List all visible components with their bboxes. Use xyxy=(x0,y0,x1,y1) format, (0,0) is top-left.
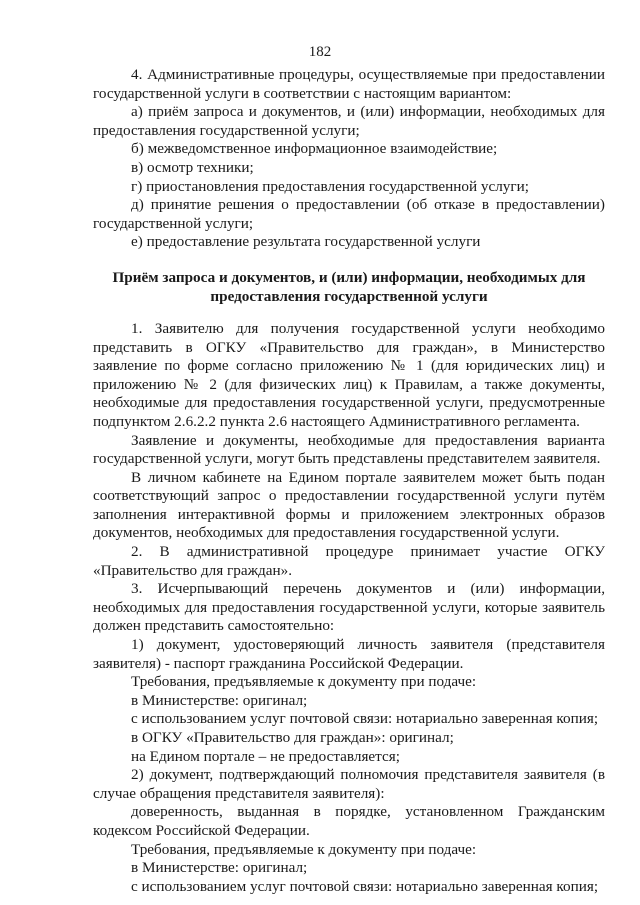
body-paragraph: Требования, предъявляемые к документу при подаче: xyxy=(131,673,477,691)
list-item: а) приём запроса и документов, и (или) информации, необходимых для предоставления государственной услуги; xyxy=(93,103,605,139)
body-paragraph: в Министерстве: оригинал; xyxy=(131,691,308,709)
page-number: 182 xyxy=(308,44,332,60)
body-paragraph: Требования, предъявляемые к документу при подаче: xyxy=(131,840,477,858)
body-paragraph: 1. Заявителю для получения государственной услуги необходимо представить в ОГКУ «Правительство для граждан», в Министерство заявление по форме согласно приложению № 1 (для юридических лиц) и приложению № 2 (для физических лиц) к Правилам, а также документы, необходимые для предоставления государственной услуги, предусмотренные подпунктом 2.6.2.2 пункта 2.6 настоящего Административного регламента. xyxy=(93,319,605,430)
body-paragraph: в Министерстве: оригинал; xyxy=(131,859,308,877)
body-paragraph: с использованием услуг почтовой связи: нотариально заверенная копия; xyxy=(131,877,599,895)
body-paragraph: 2. В административной процедуре принимает участие ОГКУ «Правительство для граждан». xyxy=(93,543,605,579)
body-paragraph: на Едином портале – не предоставляется; xyxy=(131,747,400,765)
body-paragraph: доверенность, выданная в порядке, установленном Гражданским кодексом Российской Федерации. xyxy=(93,803,605,839)
list-item: д) принятие решения о предоставлении (об отказе в предоставлении) государственной услуги; xyxy=(93,196,605,232)
body-paragraph: с использованием услуг почтовой связи: нотариально заверенная копия; xyxy=(131,710,599,728)
list-item: в) осмотр техники; xyxy=(131,158,254,176)
intro-paragraph: 4. Административные процедуры, осуществляемые при предоставлении государственной услуги в соответствии с настоящим вариантом: xyxy=(93,66,605,102)
body-paragraph: В личном кабинете на Едином портале заявителем может быть подан соответствующий запрос о предоставлении государственной услуги путём заполнения интерактивной формы и приложением электронных образов документов, необходимых для предоставления государственной услуги. xyxy=(93,468,605,542)
page-content xyxy=(93,66,605,896)
body-paragraph: 1) документ, удостоверяющий личность заявителя (представителя заявителя) - паспорт гражданина Российской Федерации. xyxy=(93,636,605,672)
body-paragraph: в ОГКУ «Правительство для граждан»: оригинал; xyxy=(131,729,454,746)
list-item: б) межведомственное информационное взаимодействие; xyxy=(131,140,498,158)
body-paragraph: 2) документ, подтверждающий полномочия представителя заявителя (в случае обращения представителя заявителя): xyxy=(93,766,605,802)
list-item: г) приостановления предоставления государственной услуги; xyxy=(131,177,529,195)
body-paragraph: Заявление и документы, необходимые для предоставления варианта государственной услуги, могут быть представлены представителем заявителя. xyxy=(93,431,605,468)
body-paragraph: 3. Исчерпывающий перечень документов и (или) информации, необходимых для предоставления государственной услуги, которые заявитель должен представить самостоятельно: xyxy=(93,580,605,635)
section-heading: Приём запроса и документов, и (или) информации, необходимых для предоставления государственной услуги xyxy=(112,268,586,305)
list-item: е) предоставление результата государственной услуги xyxy=(131,233,481,251)
